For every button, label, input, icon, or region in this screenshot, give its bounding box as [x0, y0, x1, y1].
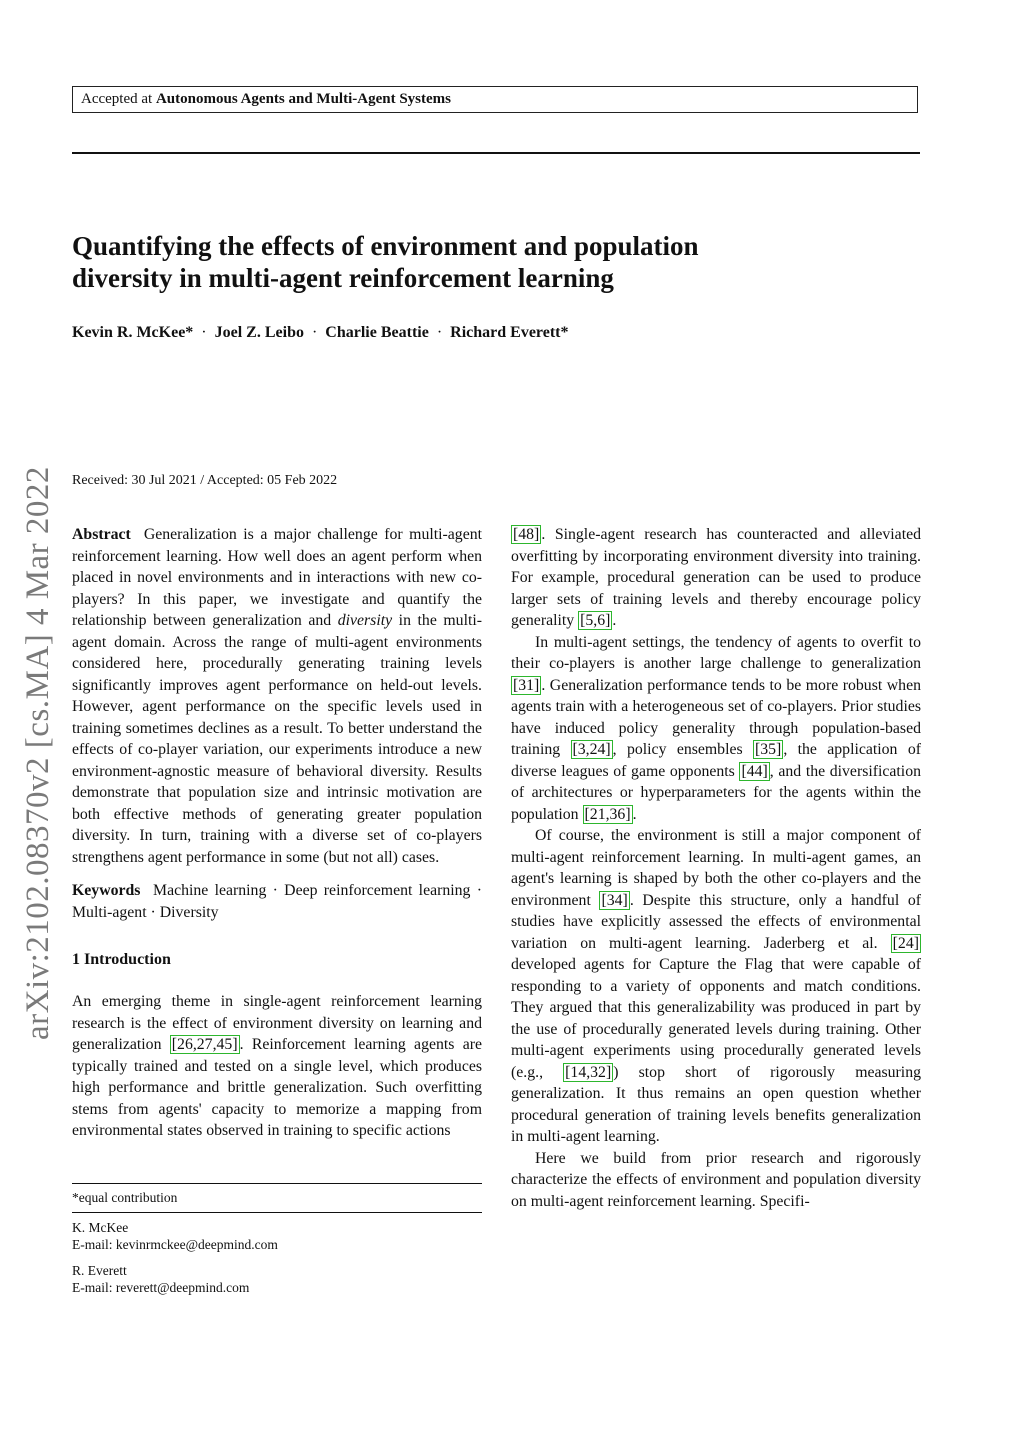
equal-contribution-note: *equal contribution [72, 1190, 178, 1205]
author2-name: R. Everett [72, 1263, 127, 1278]
keywords-label: Keywords [72, 882, 141, 899]
author-list [72, 322, 932, 344]
intro-paragraph-3 [511, 825, 921, 1148]
author-name: Charlie Beattie [325, 324, 429, 341]
paragraph-text: . [612, 612, 617, 629]
intro-paragraph-1 [72, 991, 482, 1142]
paper-title [72, 230, 932, 294]
paragraph-text: An emerging theme in single-agent reinforcement learning research is the effect of environment diversity on learning and generalization [72, 993, 482, 1053]
abstract-text: Generalization is a major challenge for multi-agent reinforcement learning. How well does an agent perform when placed in novel environments and in interactions with new co-players? In this paper, we investigate and quantify the relationship between generalization and [72, 526, 482, 629]
intro-paragraph-2 [511, 632, 921, 826]
paragraph-text: . Reinforcement learning agents are typically trained and tested on a single level, which produces high performance and brittle generalization. Such overfitting stems from agents' capacity to memorize a mapping from environmental states observed in training to specific actions [72, 1036, 482, 1139]
keywords [72, 880, 482, 923]
paragraph-text: developed agents for Capture the Flag that were capable of responding to a variety of opponents and match conditions. They argued that this generalizability was produced in part by the use of procedurally generated levels during training. Other multi-agent experiments using procedurally generated levels (e.g., [511, 956, 921, 1081]
author-separator: · [201, 324, 207, 341]
author-name: Richard Everett* [450, 324, 569, 341]
author-separator: · [311, 324, 318, 341]
intro-paragraph-1-continued [511, 524, 921, 632]
abstract-label: Abstract [72, 526, 131, 543]
citation-link[interactable]: [24] [892, 934, 919, 952]
citation-link[interactable]: [21,36] [584, 805, 631, 823]
title-line-1: Quantifying the effects of environment and population [72, 231, 699, 261]
received-dates: Received: 30 Jul 2021 / Accepted: 05 Feb 2022 [72, 473, 338, 488]
paragraph-text: Of course, the environment is still a major component of multi-agent reinforcement learning. In multi-agent games, an agent's learning is shaped by both the other co-players and the environment [511, 827, 921, 909]
citation-link[interactable]: [31] [513, 676, 540, 694]
author1-name: K. McKee [72, 1220, 129, 1235]
paragraph-text: , and the diversification of architectures or hyperparameters for the agents within the population [511, 762, 921, 823]
paragraph-text: . Despite this structure, only a handful of studies have explicitly assessed the effects of environmental variation on multi-agent learning. Jaderberg et al. [511, 891, 921, 952]
author2-email[interactable]: E-mail: reverett@deepmind.com [72, 1280, 250, 1295]
abstract-emphasis: diversity [337, 612, 393, 629]
header-rule [72, 152, 920, 154]
footnotes [72, 1183, 482, 1296]
paragraph-text: . [632, 805, 637, 823]
abstract-text: in the multi-agent domain. Across the range of multi-agent environments considered here, procedurally generating training levels significantly improves agent performance on held-out levels. However, agent performance on the specific levels used in training sometimes declines as a result. To better understand the effects of co-player variation, our experiments introduce a new environment-agnostic measure of behavioral diversity. Results demonstrate that population size and intrinsic motivation are both effective methods of generating greater population diversity. In turn, training with a diverse set of co-players strengthens agent performance in some (but not all) cases. [72, 612, 482, 866]
citation-link[interactable]: [3,24] [572, 741, 611, 758]
paragraph-text: ) stop short of rigorously measuring generalization. It thus remains an open question whether procedural generation of training levels benefits generalization in multi-agent learning. [511, 1063, 921, 1145]
paragraph-text: . Single-agent research has counteracted and alleviated overfitting by incorporating environment diversity into training. For example, procedural generation can be used to produce larger sets of training levels and thereby encourage policy generality [511, 526, 921, 629]
citation-link[interactable]: [26,27,45] [171, 1036, 238, 1053]
paragraph-text: , the application of diverse leagues of game opponents [511, 741, 921, 780]
keywords-text: Machine learning · Deep reinforcement learning · Multi-agent · Diversity [72, 882, 482, 921]
author-name: Joel Z. Leibo [214, 324, 304, 341]
paragraph-text: . Generalization performance tends to be more robust when agents train with a heterogeneous set of co-players. Prior studies have induced policy generality through population-based training [511, 676, 921, 758]
intro-paragraph-4: Here we build from prior research and rigorously characterize the effects of environment and population diversity on multi-agent reinforcement learning. Specifi- [511, 1149, 921, 1210]
paragraph-text: In multi-agent settings, the tendency of agents to overfit to their co-players is another large challenge to generalization [511, 633, 921, 672]
journal-banner [72, 86, 918, 113]
title-line-2: diversity in multi-agent reinforcement learning [72, 263, 614, 293]
author-name: Kevin R. McKee* [72, 324, 194, 341]
citation-link[interactable]: [34] [601, 891, 628, 909]
arxiv-identifier: arXiv:2102.08370v2 [cs.MA] 4 Mar 2022 [20, 466, 56, 1040]
citation-link[interactable]: [14,32] [565, 1063, 612, 1081]
citation-link[interactable]: [5,6] [580, 612, 611, 629]
author-separator: · [436, 324, 443, 341]
right-column [511, 524, 921, 1212]
paragraph-text: , policy ensembles [612, 741, 753, 758]
section-heading: 1 Introduction [72, 951, 171, 968]
citation-link[interactable]: [44] [741, 762, 768, 780]
left-column [72, 524, 482, 1142]
accepted-prefix: Accepted at [81, 91, 156, 107]
venue-name: Autonomous Agents and Multi-Agent Systems [155, 91, 451, 107]
author1-email[interactable]: E-mail: kevinrmckee@deepmind.com [72, 1237, 278, 1252]
citation-link[interactable]: [48] [513, 526, 540, 543]
abstract [72, 524, 482, 868]
citation-link[interactable]: [35] [754, 741, 782, 758]
